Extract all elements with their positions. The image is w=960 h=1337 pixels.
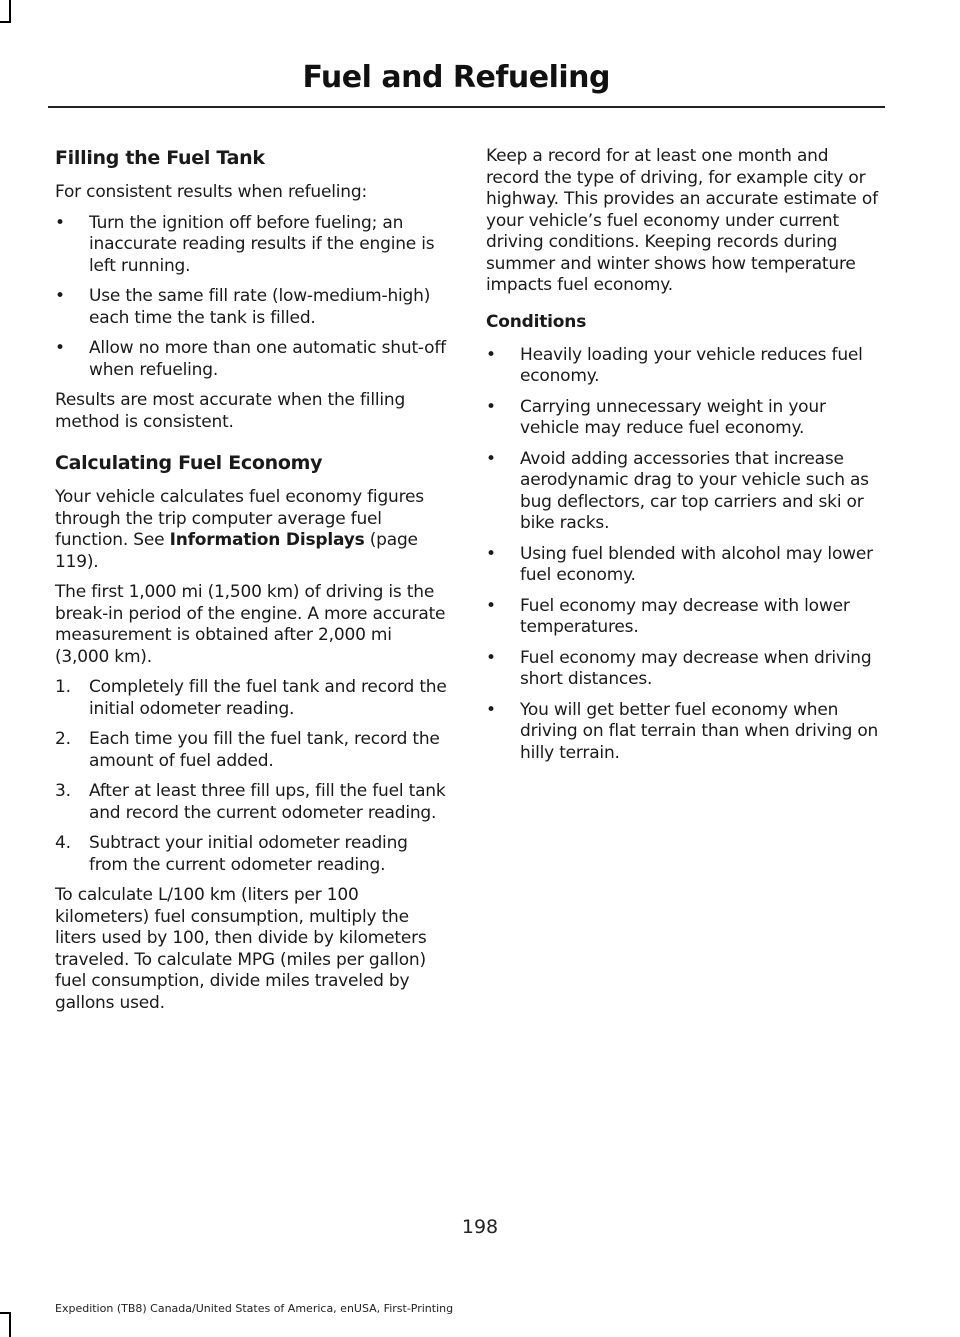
paragraph-consistent-results: For consistent results when refueling: (55, 182, 367, 202)
bullet-marker: • (486, 543, 496, 564)
bullet-marker: • (486, 396, 496, 417)
list-item (486, 596, 880, 639)
heading-conditions: Conditions (486, 311, 587, 332)
crop-mark-top-left-v (9, 0, 11, 22)
bullet-marker: • (486, 647, 496, 668)
step-number: 2. (55, 729, 71, 749)
paragraph-text: (page 119). (55, 530, 418, 572)
crop-mark-top-left-h (0, 21, 11, 23)
list-item (486, 449, 880, 535)
steps-list (55, 677, 447, 876)
list-item-text: Using fuel blended with alcohol may lower fuel economy. (520, 543, 873, 585)
bullet-marker: • (55, 338, 65, 358)
page-number: 198 (461, 1216, 499, 1238)
list-item (55, 338, 447, 381)
step-number: 1. (55, 677, 71, 697)
list-item (55, 213, 447, 278)
step-number: 3. (55, 781, 71, 801)
list-item (55, 286, 447, 329)
paragraph-formula: To calculate L/100 km (liters per 100 kilometers) fuel consumption, multiply the liters used by 100, then divide by kilometers traveled. To calculate MPG (miles per gallon) fuel consumption, divide miles traveled by gallons used. (55, 885, 427, 1013)
list-item (55, 781, 447, 824)
list-item-text: Allow no more than one automatic shut-off when refueling. (89, 338, 446, 380)
list-item (486, 544, 880, 587)
heading-filling-fuel-tank: Filling the Fuel Tank (55, 147, 265, 169)
paragraph-results-accurate: Results are most accurate when the filling method is consistent. (55, 390, 406, 432)
list-item (55, 833, 447, 876)
list-item-text: Completely fill the fuel tank and record the initial odometer reading. (89, 677, 447, 719)
bullet-marker: • (486, 595, 496, 616)
list-item-text: Fuel economy may decrease when driving short distances. (520, 647, 872, 689)
cross-reference-link[interactable]: Information Displays (169, 530, 365, 550)
list-item-text: Each time you fill the fuel tank, record the amount of fuel added. (89, 729, 440, 771)
page-header-title: Fuel and Refueling (302, 60, 610, 95)
list-item-text: Use the same fill rate (low-medium-high) each time the tank is filled. (89, 286, 431, 328)
heading-calculating-fuel-economy: Calculating Fuel Economy (55, 452, 323, 474)
bullet-marker: • (486, 699, 496, 720)
header-rule (48, 106, 885, 108)
bullet-marker: • (55, 286, 65, 306)
conditions-bullet-list (486, 345, 880, 765)
list-item-text: Fuel economy may decrease with lower temperatures. (520, 595, 850, 637)
list-item (486, 700, 880, 765)
paragraph-break-in: The first 1,000 mi (1,500 km) of driving is the break-in period of the engine. A more accurate measurement is obtained after 2,000 mi (3,000 km). (55, 582, 446, 667)
list-item (486, 345, 880, 388)
list-item-text: After at least three fill ups, fill the fuel tank and record the current odometer reading. (89, 781, 446, 823)
list-item-text: You will get better fuel economy when driving on flat terrain than when driving on hilly terrain. (520, 699, 879, 763)
list-item-text: Avoid adding accessories that increase aerodynamic drag to your vehicle such as bug deflectors, car top carriers and ski or bike racks. (520, 448, 869, 533)
bullet-marker: • (55, 212, 65, 233)
footer-edition-info: Expedition (TB8) Canada/United States of America, enUSA, First-Printing (55, 1302, 454, 1315)
crop-mark-bottom-left-v (9, 1312, 11, 1337)
paragraph-keep-record: Keep a record for at least one month and record the type of driving, for example city or highway. This provides an accurate estimate of your vehicle’s fuel economy under current driving conditions. Keeping records during summer and winter shows how temperature impacts fuel economy. (486, 146, 878, 295)
list-item (55, 729, 447, 772)
crop-mark-bottom-left-h (0, 1312, 11, 1314)
step-number: 4. (55, 833, 71, 853)
left-column (55, 146, 447, 1023)
filling-bullet-list (55, 213, 447, 382)
list-item (486, 397, 880, 440)
bullet-marker: • (486, 344, 496, 365)
paragraph-trip-computer (55, 487, 447, 573)
list-item (486, 648, 880, 691)
bullet-marker: • (486, 448, 496, 469)
paragraph-text: Your vehicle calculates fuel economy figures through the trip computer average fuel function. See (55, 487, 424, 550)
list-item-text: Turn the ignition off before fueling; an inaccurate reading results if the engine is left running. (89, 212, 435, 276)
list-item-text: Heavily loading your vehicle reduces fuel economy. (520, 344, 863, 386)
right-column (486, 146, 880, 773)
list-item (55, 677, 447, 720)
list-item-text: Subtract your initial odometer reading from the current odometer reading. (89, 833, 408, 875)
list-item-text: Carrying unnecessary weight in your vehicle may reduce fuel economy. (520, 396, 826, 438)
